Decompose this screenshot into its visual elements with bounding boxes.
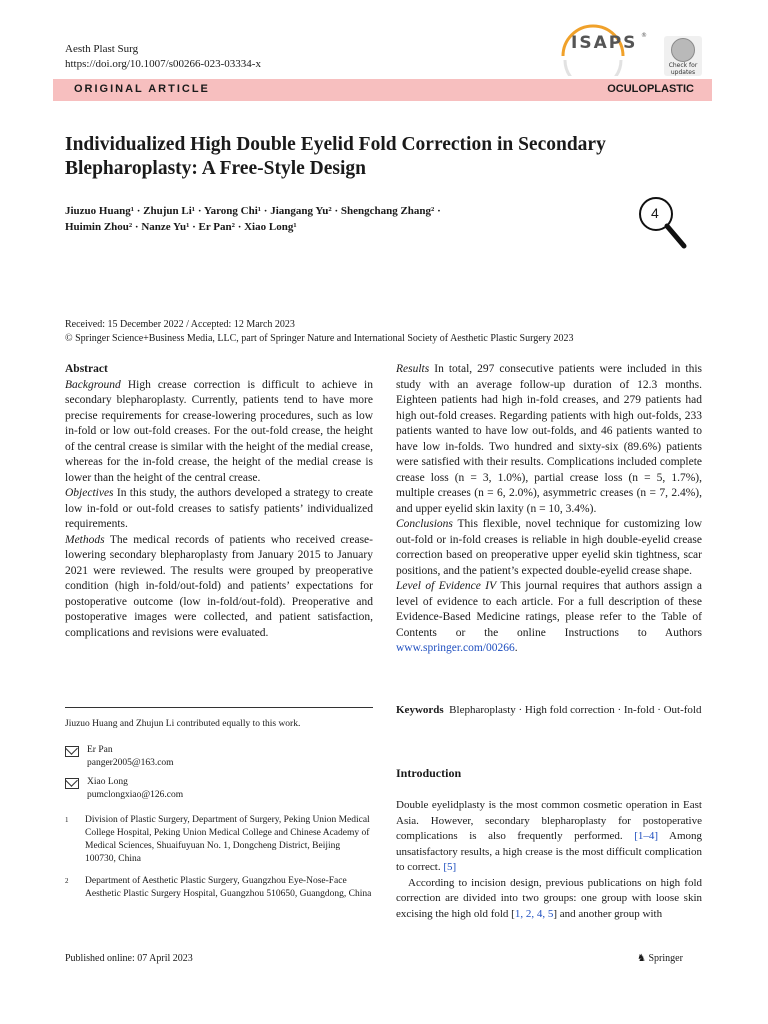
introduction-heading: Introduction xyxy=(396,766,462,780)
footnote-divider xyxy=(65,707,373,708)
intro-p2-a: According to incision design, previous publications on high fold correction are divided into two groups: one group with loose skin excising the high old fold [ xyxy=(396,876,702,920)
received-accepted: Received: 15 December 2022 / Accepted: 12 March 2023 xyxy=(65,319,295,330)
background-text: High crease correction is difficult to achieve in secondary blepharoplasty. Currently, patients tend to have more precise requirements for crease-lowering procedures, such as low in-fold or low out-fold creases. For the out-fold crease, the height of the central crease is similar with the height of the medial crease, whereas for the in-fold crease, the height of the medial crease is lower than the height of the central crease. xyxy=(65,378,374,484)
journal-name: Aesth Plast Surg xyxy=(65,43,139,55)
journal-header xyxy=(65,42,261,72)
affiliation-2-text: Department of Aesthetic Plastic Surgery, Guangzhou Eye-Nose-Face Aesthetic Plastic Surgery Hospital, Guangzhou 510650, Guangdong, China xyxy=(85,876,372,899)
correspondent-2-email[interactable]: pumclongxiao@126.com xyxy=(87,790,184,800)
ref-5[interactable]: [5] xyxy=(443,861,457,873)
article-title: Individualized High Double Eyelid Fold Correction in Secondary Blepharoplasty: A Free-Style Design xyxy=(65,134,606,179)
isaps-logo xyxy=(553,18,649,76)
evidence-level-icon xyxy=(632,192,692,252)
article-type-band xyxy=(53,79,712,101)
isaps-registered-mark: ® xyxy=(641,32,647,39)
intro-p2-b: ] and another group with xyxy=(553,907,663,920)
affiliations xyxy=(65,814,373,910)
article-dates xyxy=(65,318,574,346)
published-date: Published online: 07 April 2023 xyxy=(65,953,193,964)
publisher xyxy=(637,953,683,964)
ref-list[interactable]: 1, 2, 4, 5 xyxy=(514,907,554,920)
evidence-end: . xyxy=(514,642,518,654)
abstract-left xyxy=(65,362,373,641)
evidence-text: This journal requires that authors assign a level of evidence to each article. For a full description of these Evidence-Based Medicine ratings, please refer to the Table of Contents or the online Instructions to Authors xyxy=(396,580,703,639)
abstract-methods xyxy=(65,533,373,642)
section-label: OCULOPLASTIC xyxy=(607,83,694,95)
keywords xyxy=(396,702,702,718)
affiliation-1-number: 1 xyxy=(65,816,69,824)
background-label: Background xyxy=(65,378,121,391)
abstract-heading: Abstract xyxy=(65,363,108,375)
methods-label: Methods xyxy=(65,533,105,546)
evidence-link[interactable]: www.springer.com/00266 xyxy=(396,642,515,654)
methods-text: The medical records of patients who received crease-lowering secondary blepharoplasty from January 2015 to January 2021 were reviewed. The results were grouped by preoperative condition (high in-fold/out-fold) and patients’ expectations for postoperative outcome (low in-fold/out-fold). Preoperative and postoperative images were collected, and patient satisfaction, complications and revisions were evaluated. xyxy=(65,533,373,639)
abstract-objectives xyxy=(65,486,373,533)
intro-paragraph-1 xyxy=(396,798,702,876)
springer-horse-icon: ♞ xyxy=(637,953,646,964)
objectives-text: In this study, the authors developed a strategy to create low in-fold or out-fold creases to satisfy patients’ individualized requirements. xyxy=(65,487,374,530)
envelope-icon xyxy=(65,778,79,789)
affiliation-2 xyxy=(65,875,373,901)
correspondent-1 xyxy=(65,744,373,770)
abstract-right xyxy=(396,362,702,657)
objectives-label: Objectives xyxy=(65,487,114,499)
correspondence xyxy=(65,744,373,808)
conclusions-label: Conclusions xyxy=(396,518,453,530)
authors-line-1: Jiuzuo Huang¹ · Zhujun Li¹ · Yarong Chi¹ · Jiangang Yu² · Shengchang Zhang² · xyxy=(65,205,441,217)
copyright: © Springer Science+Business Media, LLC, part of Springer Nature and International Society of Aesthetic Plastic Surgery 2023 xyxy=(65,333,574,344)
keywords-text: Blepharoplasty · High fold correction · In-fold · Out-fold xyxy=(449,704,702,716)
isaps-logo-text: ISAPS xyxy=(571,33,638,53)
evidence-level-number: 4 xyxy=(651,205,659,221)
correspondent-2 xyxy=(65,776,373,802)
abstract-evidence xyxy=(396,579,702,657)
envelope-icon xyxy=(65,746,79,757)
article-type: ORIGINAL ARTICLE xyxy=(74,83,210,95)
evidence-label: Level of Evidence IV xyxy=(396,580,497,592)
contribution-note: Jiuzuo Huang and Zhujun Li contributed equally to this work. xyxy=(65,719,301,729)
intro-paragraph-2 xyxy=(396,876,702,923)
correspondent-2-name: Xiao Long xyxy=(87,777,128,787)
doi-link[interactable]: https://doi.org/10.1007/s00266-023-03334-x xyxy=(65,58,261,70)
results-label: Results xyxy=(396,363,430,375)
publisher-name: Springer xyxy=(648,953,683,964)
correspondent-1-email[interactable]: panger2005@163.com xyxy=(87,758,174,768)
affiliation-2-number: 2 xyxy=(65,877,69,885)
bookmark-icon xyxy=(671,38,695,62)
affiliation-1-text: Division of Plastic Surgery, Department of Surgery, Peking Union Medical College Hospital, Peking Union Medical College and Chinese Academy of Medical Sciences, Shuaifuyuan No. 1, Dongcheng District, Beijing 100730, China xyxy=(85,815,370,864)
author-list xyxy=(65,203,625,235)
keywords-label: Keywords xyxy=(396,704,444,716)
intro-p1-b: Among unsatisfactory results, a high crease is the most difficult complication to correct. xyxy=(396,830,702,873)
abstract-background xyxy=(65,378,373,487)
affiliation-1 xyxy=(65,814,373,866)
abstract-conclusions xyxy=(396,517,702,579)
introduction-body xyxy=(396,798,702,922)
correspondent-1-name: Er Pan xyxy=(87,745,113,755)
results-text: In total, 297 consecutive patients were included in this study with an average follow-up duration of 12.3 months. Eighteen patients had high in-fold creases, and 279 patients had high out-fold creases. Regarding patients with high out-folds, 233 patients wanted to have low out-folds, and 46 patients wanted to have low in-folds. Two hundred and sixty-six (89.6%) patients were satisfied with their results. Complications included complete crease loss (n = 3, 1.0%), partial crease loss (n = 5, 1.7%), multiple creases (n = 6, 2.0%), asymmetric creases (n = 7, 2.4%), and upper eyelid skin laxity (n = 10, 3.4%). xyxy=(396,363,703,515)
check-for-updates-label: Check for updates xyxy=(668,62,698,76)
check-for-updates-badge[interactable] xyxy=(664,36,702,76)
conclusions-text: This flexible, novel technique for customizing low out-fold or in-fold creases is reliable in high double-eyelid crease correction based on preoperative upper eyelid skin tightness, scar positions, and the patient’s expected double-eyelid crease shape. xyxy=(396,518,702,577)
abstract-results xyxy=(396,362,702,517)
intro-p1-a: Double eyelidplasty is the most common cosmetic operation in East Asia. However, secondary blepharoplasty for postoperative complications is also frequently performed. xyxy=(396,799,702,842)
ref-1-4[interactable]: [1–4] xyxy=(634,830,659,842)
authors-line-2: Huimin Zhou² · Nanze Yu¹ · Er Pan² · Xiao Long¹ xyxy=(65,221,297,233)
